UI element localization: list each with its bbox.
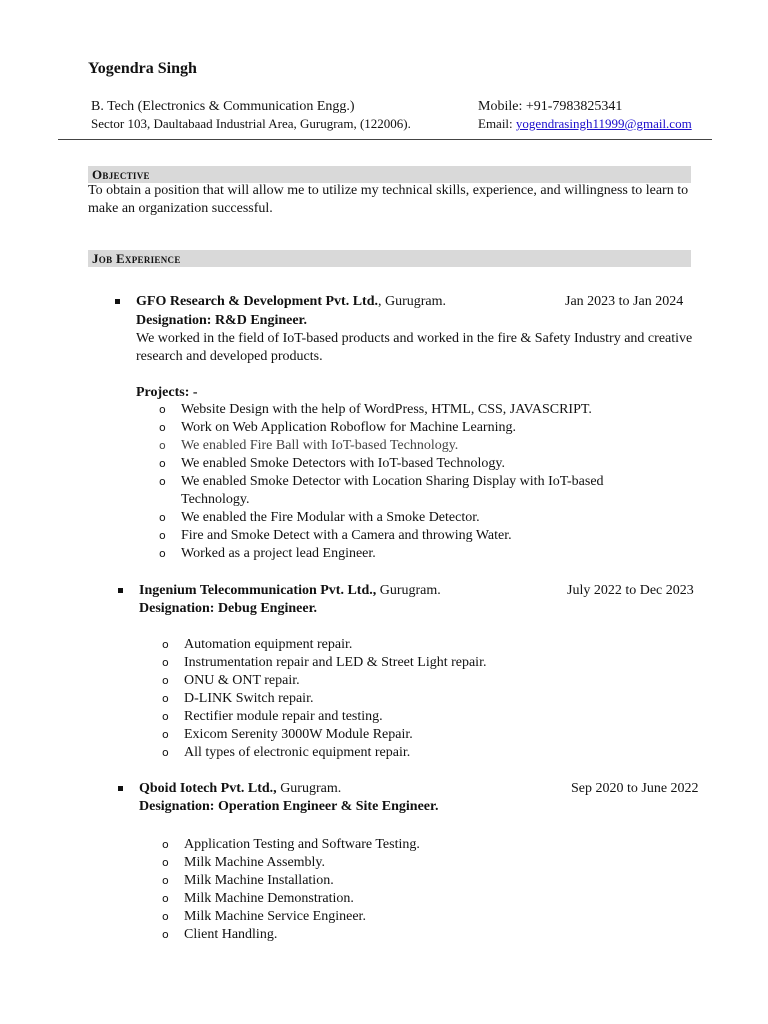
circle-bullet-icon: o	[162, 838, 169, 851]
job-designation: Designation: Operation Engineer & Site Engineer.	[139, 799, 439, 814]
list-item: o We enabled Smoke Detector with Location Sharing Display with IoT-based Technology.	[159, 474, 604, 507]
duties-list	[162, 836, 662, 944]
job-description: We worked in the field of IoT-based products and worked in the fire & Safety Industry and creative research and developed products.	[136, 331, 693, 364]
circle-bullet-icon: o	[159, 511, 166, 524]
list-item: o Automation equipment repair.	[162, 637, 353, 652]
experience-heading: Job Experience	[92, 251, 181, 266]
objective-text: To obtain a position that will allow me to utilize my technical skills, experience, and willingness to learn to make an organization successful.	[88, 183, 689, 216]
circle-bullet-icon: o	[162, 746, 169, 759]
job-company-line	[139, 582, 441, 600]
objective-section-bar	[88, 166, 691, 183]
list-item: o ONU & ONT repair.	[162, 673, 300, 688]
job-dates: July 2022 to Dec 2023	[567, 583, 694, 598]
company-location: Gurugram.	[376, 583, 441, 598]
header-divider	[58, 139, 712, 140]
job-company-line	[139, 780, 341, 798]
list-item: o Milk Machine Installation.	[162, 873, 334, 888]
circle-bullet-icon: o	[159, 457, 166, 470]
email-line	[478, 115, 692, 133]
circle-bullet-icon: o	[162, 674, 169, 687]
objective-heading: Objective	[92, 167, 150, 182]
circle-bullet-icon: o	[159, 547, 166, 560]
email-link[interactable]: yogendrasingh11999@gmail.com	[515, 116, 692, 131]
list-item: o Work on Web Application Roboflow for Machine Learning.	[159, 420, 516, 435]
list-item: o Instrumentation repair and LED & Street Light repair.	[162, 655, 487, 670]
job-dates: Sep 2020 to June 2022	[571, 781, 699, 796]
list-item: o Application Testing and Software Testing.	[162, 837, 420, 852]
circle-bullet-icon: o	[162, 638, 169, 651]
candidate-name: Yogendra Singh	[88, 60, 197, 77]
circle-bullet-icon: o	[162, 856, 169, 869]
list-item: o Worked as a project lead Engineer.	[159, 546, 376, 561]
circle-bullet-icon: o	[162, 928, 169, 941]
circle-bullet-icon: o	[159, 439, 166, 452]
circle-bullet-icon: o	[162, 874, 169, 887]
list-item: o Milk Machine Assembly.	[162, 855, 326, 870]
list-item: o All types of electronic equipment repair.	[162, 745, 411, 760]
address: Sector 103, Daultabaad Industrial Area, Gurugram, (122006).	[91, 116, 411, 131]
list-item: o We enabled Fire Ball with IoT-based Technology.	[159, 438, 459, 453]
list-item: o Milk Machine Service Engineer.	[162, 909, 366, 924]
job-bullet	[115, 299, 120, 304]
degree: B. Tech (Electronics & Communication Engg.)	[91, 99, 355, 114]
company-name: Ingenium Telecommunication Pvt. Ltd.,	[139, 583, 377, 598]
duties-list	[162, 636, 662, 762]
mobile: Mobile: +91-7983825341	[478, 99, 623, 114]
projects-list	[159, 401, 659, 563]
list-item: o Exicom Serenity 3000W Module Repair.	[162, 727, 413, 742]
circle-bullet-icon: o	[162, 892, 169, 905]
list-item: o Fire and Smoke Detect with a Camera and throwing Water.	[159, 528, 512, 543]
list-item: o Rectifier module repair and testing.	[162, 709, 383, 724]
job-bullet	[118, 786, 123, 791]
experience-section-bar	[88, 250, 691, 267]
job-dates: Jan 2023 to Jan 2024	[565, 294, 684, 309]
list-item: o We enabled Smoke Detectors with IoT-based Technology.	[159, 456, 505, 471]
job-designation: Designation: R&D Engineer.	[136, 313, 307, 328]
job-bullet	[118, 588, 123, 593]
job-company-line	[136, 293, 446, 311]
company-location: , Gurugram.	[377, 294, 447, 309]
circle-bullet-icon: o	[162, 656, 169, 669]
job-designation: Designation: Debug Engineer.	[139, 601, 318, 616]
circle-bullet-icon: o	[159, 475, 166, 488]
list-item: o Milk Machine Demonstration.	[162, 891, 354, 906]
circle-bullet-icon: o	[162, 910, 169, 923]
circle-bullet-icon: o	[159, 403, 166, 416]
email-label: Email:	[478, 116, 516, 131]
circle-bullet-icon: o	[162, 728, 169, 741]
projects-label: Projects: -	[136, 385, 198, 400]
list-item: o D-LINK Switch repair.	[162, 691, 314, 706]
company-name: GFO Research & Development Pvt. Ltd.	[136, 294, 378, 309]
list-item: o Website Design with the help of WordPress, HTML, CSS, JAVASCRIPT.	[159, 402, 592, 417]
company-location: Gurugram.	[276, 781, 342, 796]
company-name: Qboid Iotech Pvt. Ltd.,	[139, 781, 277, 796]
circle-bullet-icon: o	[162, 692, 169, 705]
circle-bullet-icon: o	[162, 710, 169, 723]
list-item: o Client Handling.	[162, 927, 278, 942]
circle-bullet-icon: o	[159, 529, 166, 542]
list-item: o We enabled the Fire Modular with a Smoke Detector.	[159, 510, 480, 525]
circle-bullet-icon: o	[159, 421, 166, 434]
